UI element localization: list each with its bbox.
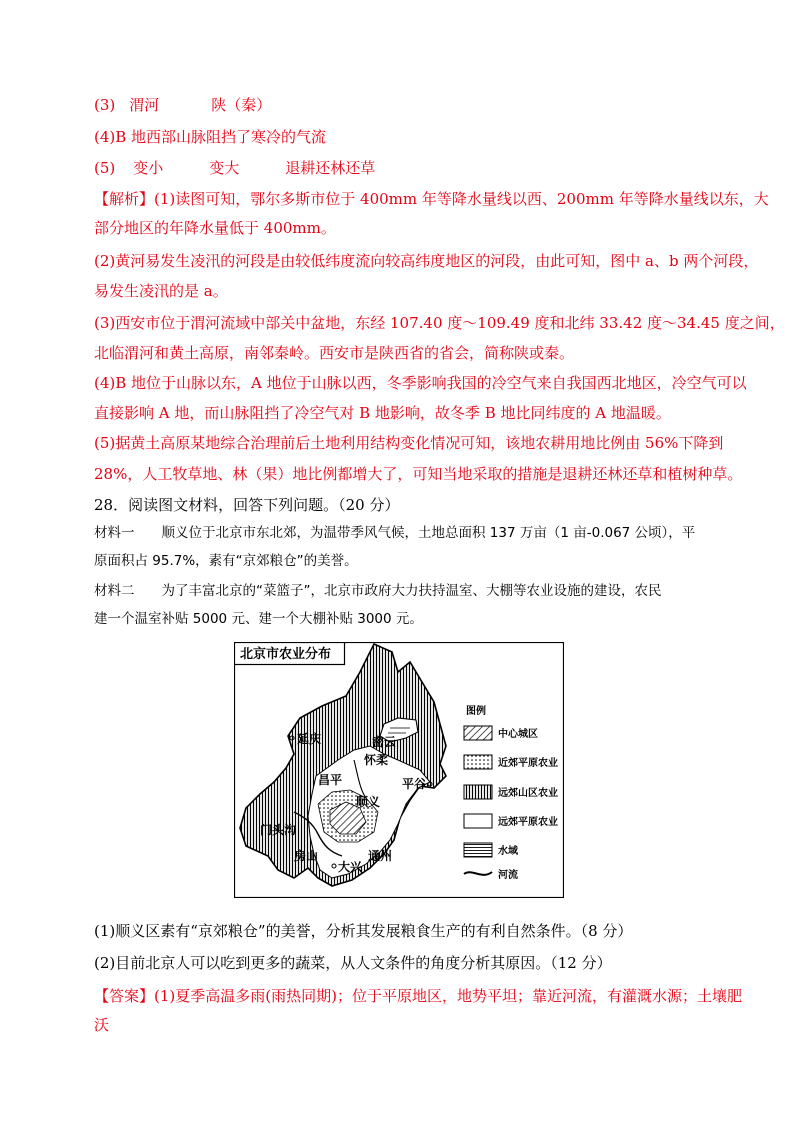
material-1b: 原面积占 95.7%，素有“京郊粮仓”的美誉。 bbox=[94, 553, 358, 569]
legend-swatch-outer-plain bbox=[464, 814, 492, 828]
answer-1a: 【答案】(1)夏季高温多雨(雨热同期)；位于平原地区，地势平坦；靠近河流，有灌溉水源；土壤肥 bbox=[94, 987, 742, 1005]
legend-swatch-near-plain bbox=[464, 755, 492, 769]
legend-swatch-water bbox=[464, 843, 492, 857]
answer-5-num: (5) bbox=[94, 159, 116, 177]
analysis-tag: 【解析】 bbox=[94, 190, 155, 208]
analysis-p4b: 直接影响 A 地，而山脉阻挡了冷空气对 B 地影响，故冬季 B 地比同纬度的 A 地温暖。 bbox=[94, 404, 671, 422]
legend-label-near-plain: 近郊平原农业 bbox=[498, 758, 558, 769]
analysis-p5b: 28%，人工牧草地、林（果）地比例都增大了，可知当地采取的措施是退耕还林还草和植树种草。 bbox=[94, 465, 743, 483]
answer-5 bbox=[94, 158, 375, 178]
answer-5-v3: 退耕还林还草 bbox=[285, 159, 376, 177]
answer-3-province: 陕（秦） bbox=[211, 96, 272, 114]
legend-title: 图例 bbox=[466, 706, 486, 717]
answer-1b: 沃 bbox=[94, 1016, 110, 1034]
answer-5-v2: 变大 bbox=[209, 159, 240, 177]
map-title: 北京市农业分布 bbox=[240, 647, 332, 662]
label-mentougou: 门头沟 bbox=[260, 823, 297, 837]
analysis-p4a: (4)B 地位于山脉以东，A 地位于山脉以西，冬季影响我国的冷空气来自我国西北地区，冷空气可以 bbox=[94, 374, 747, 392]
answer-3 bbox=[94, 95, 271, 115]
answer-3-num: (3) bbox=[94, 96, 116, 114]
analysis-p1a: 【解析】(1)读图可知，鄂尔多斯市位于 400mm 年等降水量线以西、200mm 年等降水量线以东，大 bbox=[94, 190, 769, 208]
label-shunyi: 顺义 bbox=[356, 795, 381, 809]
material-2a: 材料二 为了丰富北京的“菜篮子”，北京市政府大力扶持温室、大棚等农业设施的建设，农民 bbox=[94, 583, 662, 599]
legend-label-central: 中心城区 bbox=[498, 729, 538, 740]
legend-label-water: 水域 bbox=[498, 846, 518, 857]
analysis-p1b: 部分地区的年降水量低于 400mm。 bbox=[94, 219, 336, 237]
legend-swatch-mountain bbox=[464, 785, 492, 799]
label-fangshan: 房山 bbox=[294, 849, 319, 863]
analysis-p5a: (5)据黄土高原某地综合治理前后土地利用结构变化情况可知，该地农耕用地比例由 56%下降到 bbox=[94, 434, 724, 452]
label-huairou: 怀柔 bbox=[364, 753, 389, 767]
legend-swatch-central bbox=[464, 726, 492, 740]
label-yanqing: 延庆 bbox=[297, 732, 322, 746]
sub-question-2: (2)目前北京人可以吃到更多的蔬菜，从人文条件的角度分析其原因。（12 分） bbox=[94, 954, 612, 972]
answer-4: (4)B 地西部山脉阻挡了寒冷的气流 bbox=[94, 128, 327, 146]
analysis-p3b: 北临渭河和黄土高原，南邻秦岭。西安市是陕西省的省会，简称陕或秦。 bbox=[94, 344, 575, 362]
beijing-agriculture-map bbox=[234, 642, 564, 898]
answer-3-river: 渭河 bbox=[129, 96, 160, 114]
label-daxing: 大兴 bbox=[338, 860, 363, 874]
label-pinggu: 平谷 bbox=[402, 777, 427, 791]
legend-label-outer-plain: 远郊平原农业 bbox=[498, 817, 558, 828]
legend-label-river: 河流 bbox=[498, 870, 518, 881]
label-changping: 昌平 bbox=[318, 773, 343, 787]
material-1a: 材料一 顺义位于北京市东北郊，为温带季风气候，土地总面积 137 万亩（1 亩-0.067 公顷），平 bbox=[94, 525, 696, 541]
answer-5-v1: 变小 bbox=[133, 159, 164, 177]
analysis-p3a: (3)西安市位于渭河流域中部关中盆地，东经 107.40 度～109.49 度和北纬 33.42 度～34.45 度之间， bbox=[94, 314, 785, 332]
legend-label-mountain: 远郊山区农业 bbox=[498, 788, 558, 799]
label-miyun: 密云 bbox=[372, 735, 397, 749]
answer-tag: 【答案】 bbox=[94, 987, 155, 1005]
q28-title: 28．阅读图文材料，回答下列问题。（20 分） bbox=[94, 496, 400, 514]
label-tongzhou: 通州 bbox=[368, 849, 393, 863]
analysis-p2b: 易发生凌汛的是 a。 bbox=[94, 282, 228, 300]
material-2b: 建一个温室补贴 5000 元、建一个大棚补贴 3000 元。 bbox=[94, 611, 423, 627]
analysis-p2a: (2)黄河易发生凌汛的河段是由较低纬度流向较高纬度地区的河段，由此可知，图中 a、b 两个河段， bbox=[94, 252, 759, 270]
sub-question-1: (1)顺义区素有“京郊粮仓”的美誉，分析其发展粮食生产的有利自然条件。（8 分） bbox=[94, 922, 633, 940]
